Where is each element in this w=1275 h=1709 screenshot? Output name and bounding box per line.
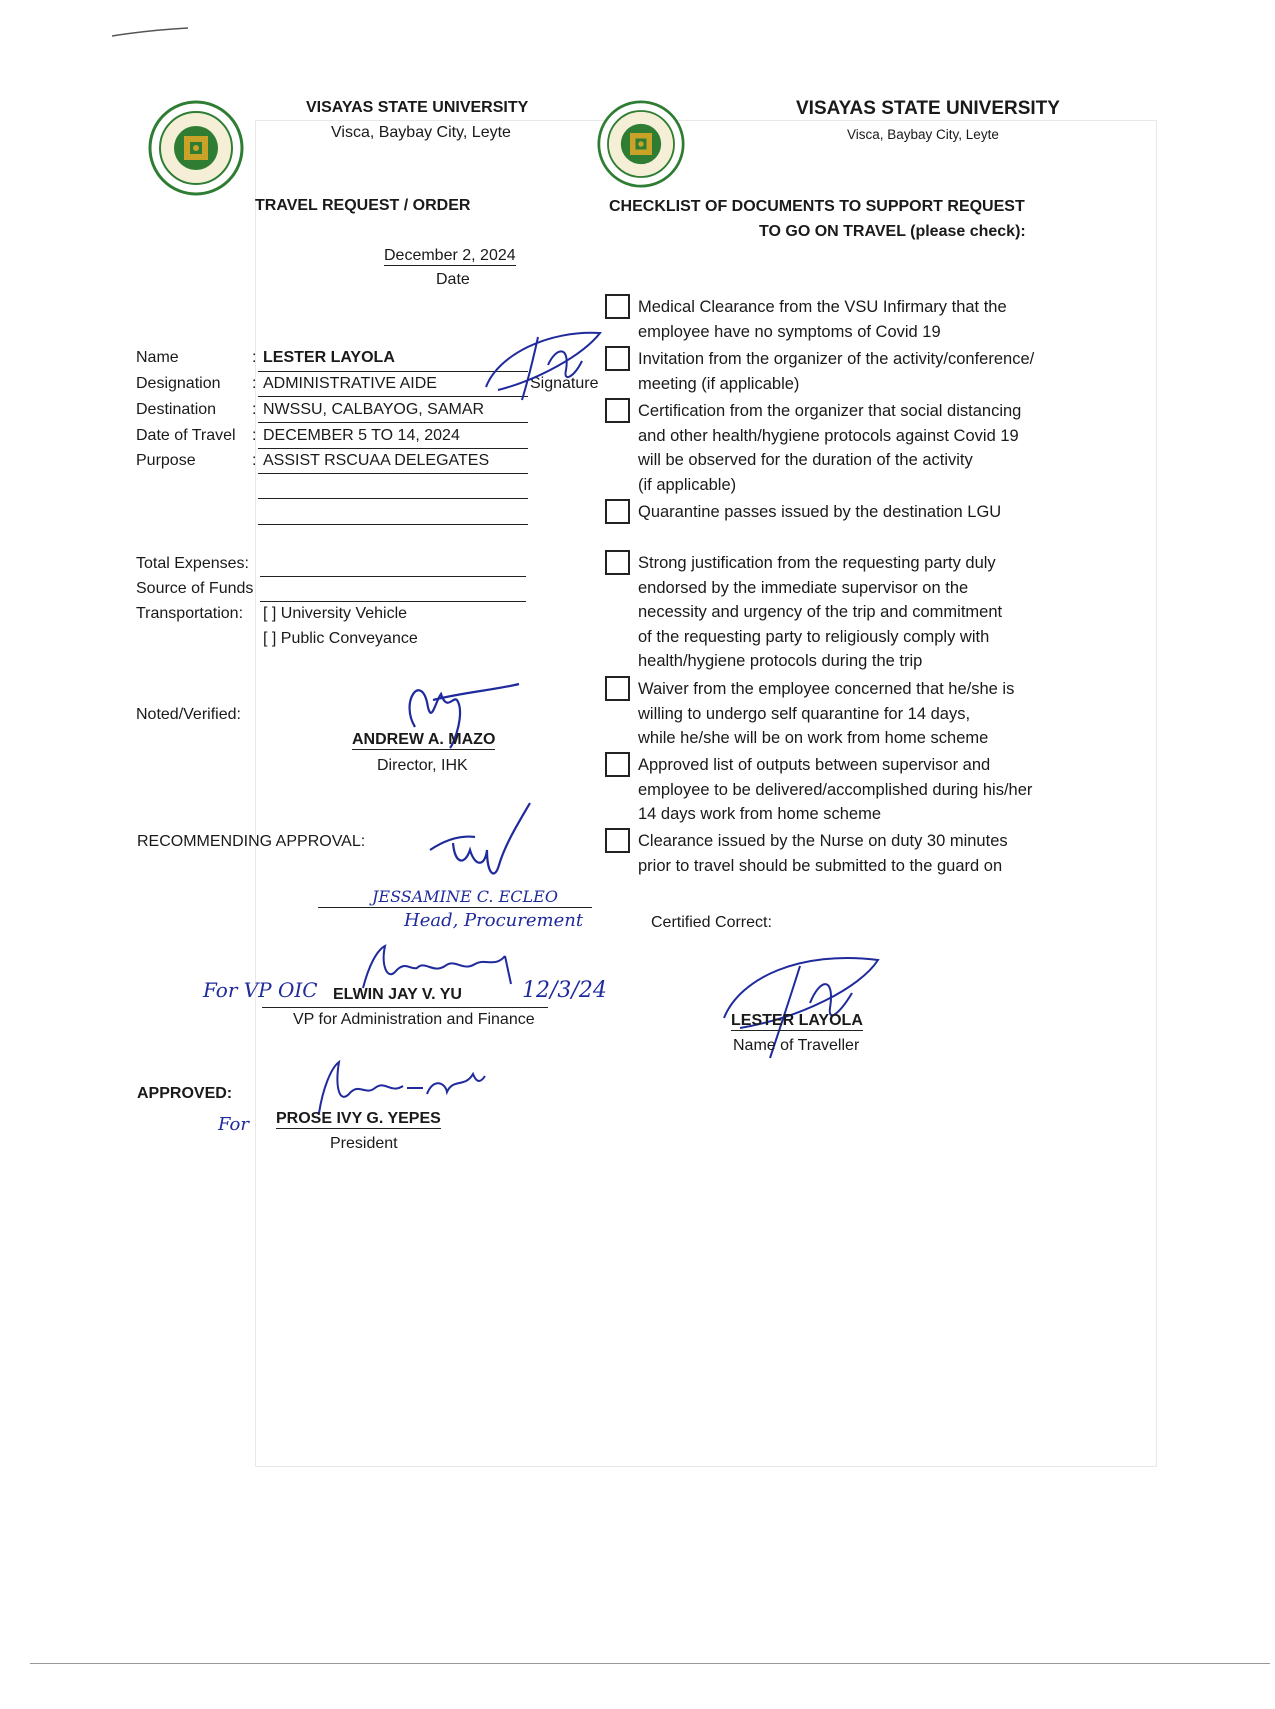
purpose-extra-line-1 <box>258 498 528 499</box>
noted-verified-label: Noted/Verified: <box>136 706 241 723</box>
right-university-name: VISAYAS STATE UNIVERSITY <box>796 98 1060 119</box>
certifier-name: LESTER LAYOLA <box>731 1012 863 1029</box>
checklist-item-2: Invitation from the organizer of the activity/conference/ meeting (if applicable) <box>638 350 1035 393</box>
destination-value: NWSSU, CALBAYOG, SAMAR <box>263 401 485 418</box>
name-label: Name <box>136 349 179 366</box>
checkbox-approved-outputs[interactable] <box>605 752 630 777</box>
source-of-funds-label: Source of Funds <box>136 580 254 597</box>
handwritten-recommender-title: Head, Procurement <box>404 910 584 931</box>
checklist-item-1: Medical Clearance from the VSU Infirmary that the employee have no symptoms of Covid 19 <box>638 298 1007 341</box>
stray-mark <box>110 22 190 42</box>
date-of-travel-value: DECEMBER 5 TO 14, 2024 <box>263 427 460 444</box>
total-expenses-label: Total Expenses: <box>136 555 249 572</box>
transport-option-public-conveyance: [ ] Public Conveyance <box>263 630 418 647</box>
checklist-item-4: Quarantine passes issued by the destination LGU <box>638 503 1002 521</box>
designation-value: ADMINISTRATIVE AIDE <box>263 375 437 392</box>
colon: : <box>252 349 257 366</box>
recommending-initials <box>425 795 540 890</box>
request-date-value: December 2, 2024 <box>384 247 516 264</box>
certified-correct-label: Certified Correct: <box>651 914 772 931</box>
university-seal-right <box>597 100 685 188</box>
colon: : <box>252 427 257 444</box>
colon: : <box>252 401 257 418</box>
checklist-item-5: Strong justification from the requesting party duly endorsed by the immediate supervisor on the necessity and urgency of the trip and commitment of the requesting party to religiously comply with health/hygiene protocols during the trip <box>638 554 1003 670</box>
request-date-label: Date <box>436 271 470 288</box>
signature-label: Signature <box>530 375 599 392</box>
president-name: PROSE IVY G. YEPES <box>276 1110 441 1127</box>
checklist-item-3: Certification from the organizer that social distancing and other health/hygiene protocols against Covid 19 will be observed for the duration of the activity (if applicable) <box>638 402 1022 494</box>
recommender-signature-line <box>318 907 592 908</box>
vp-signature-line <box>262 1007 548 1008</box>
purpose-value: ASSIST RSCUAA DELEGATES <box>263 452 490 469</box>
checkbox-quarantine-passes[interactable] <box>605 499 630 524</box>
colon: : <box>252 375 257 392</box>
vp-name: ELWIN JAY V. YU <box>333 986 462 1003</box>
total-expenses-underline <box>260 576 526 577</box>
purpose-extra-line-2 <box>258 524 528 525</box>
checklist-item-8: Clearance issued by the Nurse on duty 30 minutes prior to travel should be submitted to the guard on <box>638 832 1008 875</box>
purpose-label: Purpose <box>136 452 196 469</box>
checklist-title-line-1: CHECKLIST OF DOCUMENTS TO SUPPORT REQUEST <box>609 198 1025 215</box>
left-university-address: Visca, Baybay City, Leyte <box>331 124 511 141</box>
noted-title: Director, IHK <box>377 757 468 774</box>
transportation-label: Transportation: <box>136 605 244 622</box>
handwritten-sign-date: 12/3/24 <box>522 978 607 1003</box>
date-of-travel-label: Date of Travel <box>136 427 236 444</box>
purpose-underline <box>258 473 528 474</box>
checkbox-invitation[interactable] <box>605 346 630 371</box>
checkbox-medical-clearance[interactable] <box>605 294 630 319</box>
left-university-name: VISAYAS STATE UNIVERSITY <box>306 99 529 116</box>
checkbox-strong-justification[interactable] <box>605 550 630 575</box>
university-seal-left <box>148 100 244 196</box>
vp-title: VP for Administration and Finance <box>293 1011 535 1028</box>
destination-label: Destination <box>136 401 217 418</box>
traveller-signature <box>478 325 613 405</box>
checklist-title-line-2: TO GO ON TRAVEL (please check): <box>759 223 1026 240</box>
president-signature <box>305 1058 490 1118</box>
checkbox-nurse-clearance[interactable] <box>605 828 630 853</box>
transport-option-university-vehicle: [ ] University Vehicle <box>263 605 408 622</box>
noted-name: ANDREW A. MAZO <box>352 731 496 748</box>
destination-underline <box>258 422 528 423</box>
checkbox-certification[interactable] <box>605 398 630 423</box>
page-bottom-edge <box>30 1663 1270 1664</box>
checkbox-waiver[interactable] <box>605 676 630 701</box>
source-of-funds-underline <box>260 601 526 602</box>
handwritten-for-president: For <box>218 1114 249 1135</box>
colon: : <box>252 452 257 469</box>
checklist-item-6: Waiver from the employee concerned that he/she is willing to undergo self quarantine for 14 days, while he/she will be on work from home scheme <box>638 680 1015 747</box>
handwritten-for-vp-oic: For VP OIC <box>203 978 318 1002</box>
right-university-address: Visca, Baybay City, Leyte <box>847 127 999 142</box>
recommending-approval-label: RECOMMENDING APPROVAL: <box>137 833 366 850</box>
checklist-item-7: Approved list of outputs between supervisor and employee to be delivered/accomplished during his/her 14 days work from home scheme <box>638 756 1033 823</box>
approved-label: APPROVED: <box>137 1085 233 1102</box>
date-of-travel-underline <box>258 448 528 449</box>
form-title: TRAVEL REQUEST / ORDER <box>255 197 471 214</box>
certifier-title: Name of Traveller <box>733 1037 860 1054</box>
name-value: LESTER LAYOLA <box>263 349 395 366</box>
designation-label: Designation <box>136 375 221 392</box>
president-title: President <box>330 1135 398 1152</box>
handwritten-recommender-name: JESSAMINE C. ECLEO <box>372 887 558 906</box>
